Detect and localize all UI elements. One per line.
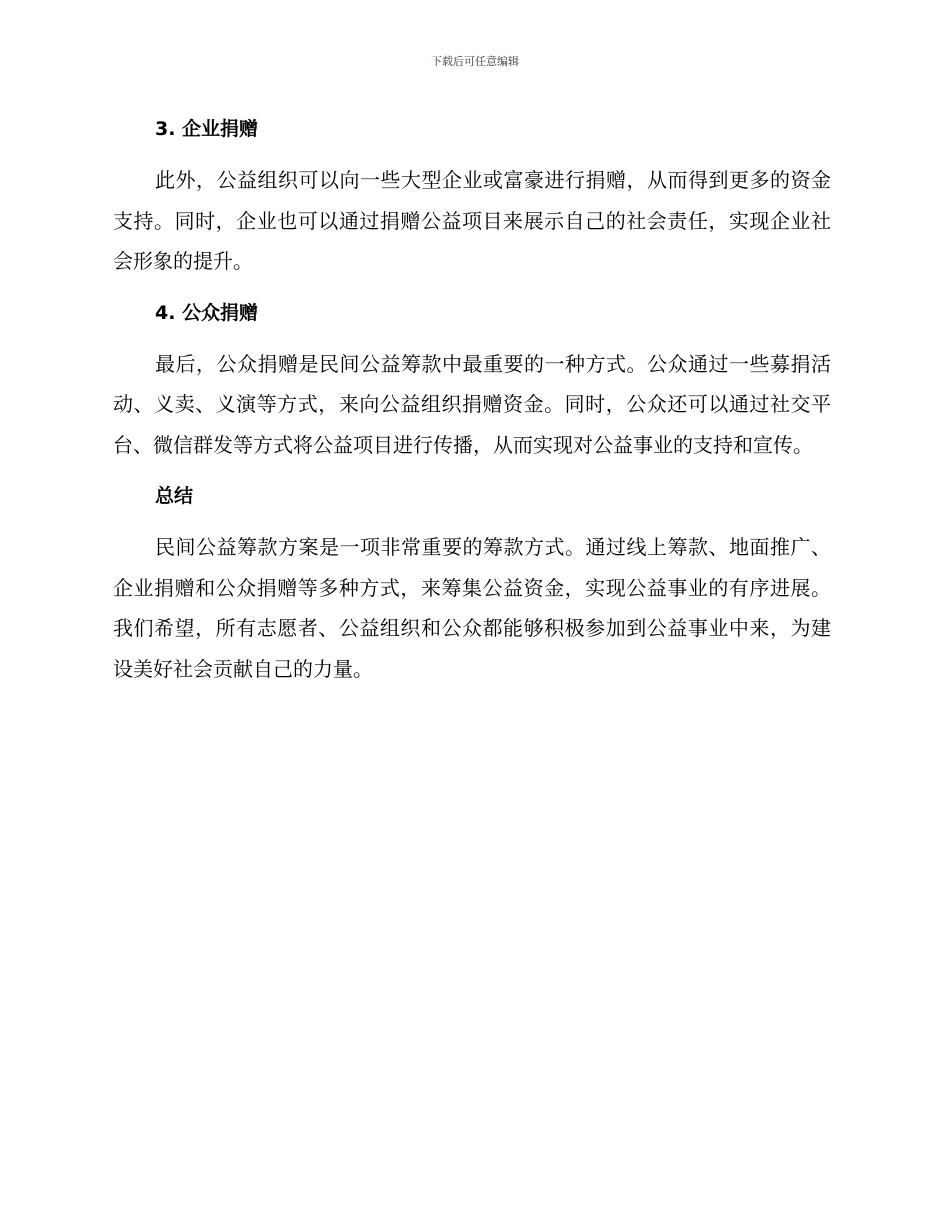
section-paragraph-summary: 民间公益筹款方案是一项非常重要的筹款方式。通过线上筹款、地面推广、企业捐赠和公众捐赠等多种方式，来筹集公益资金，实现公益事业的有序进展。我们希望，所有志愿者、公益组织和公众都能够积极参加到公益事业中来，为建设美好社会贡献自己的力量。 bbox=[113, 535, 831, 681]
section-heading-enterprise-donation: 3. 企业捐赠 bbox=[155, 118, 259, 140]
section-paragraph-enterprise-donation: 此外，公益组织可以向一些大型企业或富豪进行捐赠，从而得到更多的资金支持。同时，企业也可以通过捐赠公益项目来展示自己的社会责任，实现企业社会形象的提升。 bbox=[113, 168, 831, 273]
section-paragraph-public-donation: 最后，公众捐赠是民间公益筹款中最重要的一种方式。公众通过一些募捐活动、义卖、义演等方式，来向公益组织捐赠资金。同时，公众还可以通过社交平台、微信群发等方式将公益项目进行传播，从而实现对公益事业的支持和宣传。 bbox=[113, 351, 831, 457]
section-heading-public-donation: 4. 公众捐赠 bbox=[155, 301, 259, 324]
section-heading-summary: 总结 bbox=[155, 485, 194, 507]
header-note: 下载后可任意编辑 bbox=[431, 55, 519, 68]
document-body bbox=[113, 110, 831, 689]
